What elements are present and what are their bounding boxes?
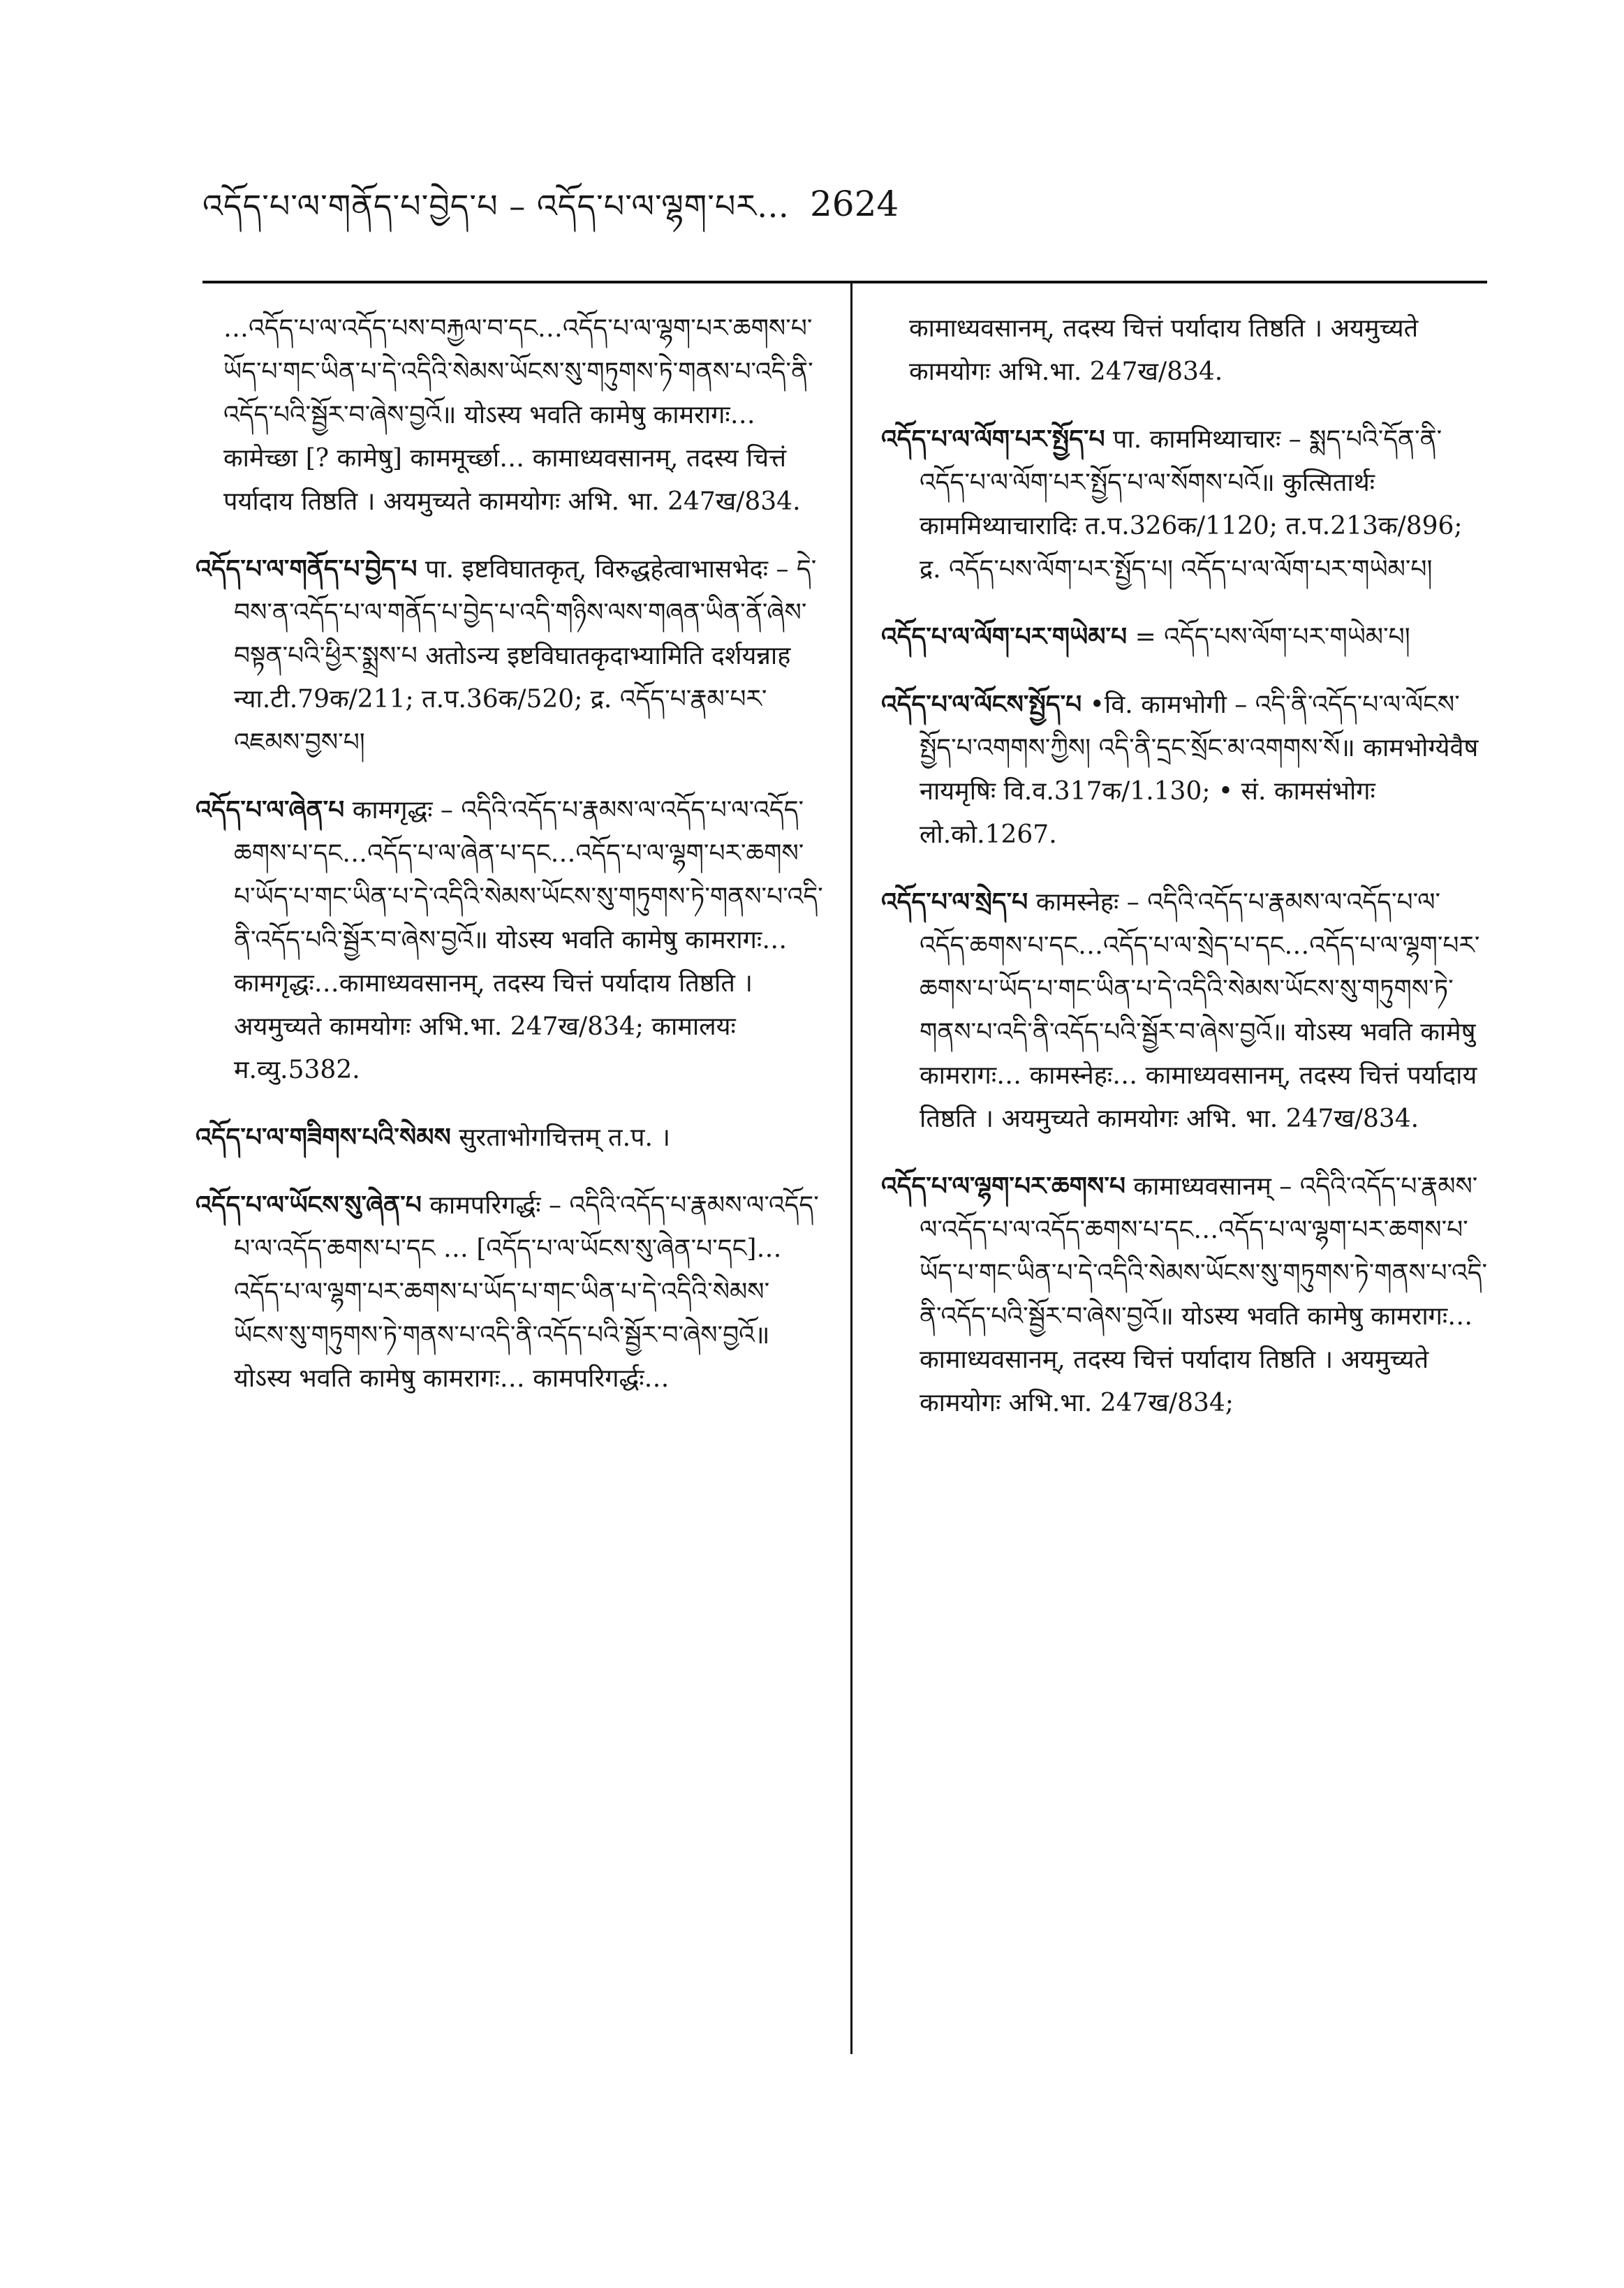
entry-body: कामाध्यवसानम् – འདིའི་འདོད་པ་རྣམས་ལ་འདོད་པ་ལ་འདོད་ཆགས་པ་དང…འདོད་པ་ལ་ལྷག་པར་ཆགས་པ་ཡོད་པ་གང་ཡིན་པ་དེ་འདིའི་སེམས་ཡོངས་སུ་གཏུགས་ཏེ་གནས་པ་འདི་ནི་འདོད་པའི་སྦྱོར་བ་ཞེས་བྱའོ॥ योऽस्य भवति कामेषु कामरागः…कामाध्यवसानम्, तदस्य चित्तं पर्यादाय तिष्ठति । अयमुच्यते कामयोगः अभि.भा. 247ख/834;: [920, 1172, 1488, 1417]
entry-body: •वि. कामभोगी – འདི་ནི་འདོད་པ་ལ་ལོངས་སྤྱོད་པ་འགགས་ཀྱིས། འདི་ནི་དྲང་སྲོང་མ་འགགས་སོ॥ कामभोग्येवैष नायमृषिः वि.व.317क/1.130; • सं. कामसंभोगः लो.को.1267.: [920, 691, 1479, 849]
page-number: 2624: [810, 184, 899, 224]
left-column: [195, 307, 824, 1424]
dictionary-entry: [881, 418, 1489, 591]
entry-headword: འདོད་པ་ལ་ལོག་པར་གཡེམ་པ: [881, 622, 1128, 651]
entry-headword: འདོད་པ་ལ་གཟིགས་པའི་སེམས: [195, 1123, 451, 1152]
dictionary-entry: [195, 547, 824, 765]
entry-headword: འདོད་པ་ལ་ཞེན་པ: [195, 795, 345, 825]
entry-headword: འདོད་པ་ལ་གནོད་པ་བྱེད་པ: [195, 554, 418, 584]
entry-body: = འདོད་པས་ལོག་པར་གཡེམ་པ།: [1135, 623, 1410, 651]
entry-headword: འདོད་པ་ལ་སྲེད་པ: [881, 887, 1028, 917]
entry-headword: འདོད་པ་ལ་ལོག་པར་སྤྱོད་པ: [881, 425, 1105, 454]
dictionary-entry: [881, 683, 1489, 857]
dictionary-entry: [195, 1116, 824, 1160]
dictionary-entry: [881, 880, 1489, 1141]
entry-body: सुरताभोगचित्तम् त.प. ।: [459, 1123, 670, 1152]
running-header: འདོད་པ་ལ་གནོད་པ་བྱེད་པ – འདོད་པ་ལ་ལྷག་པར…: [202, 187, 790, 225]
dictionary-entry: [881, 1165, 1489, 1425]
dictionary-entry: [195, 307, 824, 524]
entry-body: कामाध्यवसानम्, तदस्य चित्तं पर्यादाय तिष्ठति । अयमुच्यते कामयोगः अभि.भा. 247ख/834.: [909, 314, 1419, 386]
entry-body: कामगृद्धः – འདིའི་འདོད་པ་རྣམས་ལ་འདོད་པ་ལ་འདོད་ཆགས་པ་དང…འདོད་པ་ལ་ཞེན་པ་དང…འདོད་པ་ལ་ལྷག་པར་ཆགས་པ་ཡོད་པ་གང་ཡིན་པ་དེ་འདིའི་སེམས་ཡོངས་སུ་གཏུགས་ཏེ་གནས་པ་འདི་ནི་འདོད་པའི་སྦྱོར་བ་ཞེས་བྱའོ॥ योऽस्य भवति कामेषु कामरागः…कामगृद्धः…कामाध्यवसानम्, तदस्य चित्तं पर्यादाय तिष्ठति । अयमुच्यते कामयोगः अभि.भा. 247ख/834; कामालयः म.व्यु.5382.: [234, 796, 823, 1084]
dictionary-entry: [881, 615, 1489, 659]
dictionary-entry: [195, 788, 824, 1092]
right-column: [881, 307, 1489, 1449]
entry-body: कामस्नेहः – འདིའི་འདོད་པ་རྣམས་ལ་འདོད་པ་ལ་འདོད་ཆགས་པ་དང…འདོད་པ་ལ་སྲེད་པ་དང…འདོད་པ་ལ་ལྷག་པར་ཆགས་པ་ཡོད་པ་གང་ཡིན་པ་དེ་འདིའི་སེམས་ཡོངས་སུ་གཏུགས་ཏེ་གནས་པ་འདི་ནི་འདོད་པའི་སྦྱོར་བ་ཞེས་བྱའོ॥ योऽस्य भवति कामेषु कामरागः… कामस्नेहः… कामाध्यवसानम्, तदस्य चित्तं पर्यादाय तिष्ठति । अयमुच्यते कामयोगः अभि. भा. 247ख/834.: [920, 888, 1480, 1133]
entry-body: पा. काममिथ्याचारः – སྨད་པའི་དོན་ནི་འདོད་པ་ལ་ལོག་པར་སྤྱོད་པ་ལ་སོགས་པའོ॥ कुत्सितार्थः काममिथ्याचारादिः त.प.326क/1120; त.प.213क/896; द्र. འདོད་པས་ལོག་པར་སྤྱོད་པ། འདོད་པ་ལ་ལོག་པར་གཡེམ་པ།: [920, 425, 1463, 584]
entry-body: कामपरिगर्द्धः – འདིའི་འདོད་པ་རྣམས་ལ་འདོད་པ་ལ་འདོད་ཆགས་པ་དང … [འདོད་པ་ལ་ཡོངས་སུ་ཞེན་པ་དང]…འདོད་པ་ལ་ལྷག་པར་ཆགས་པ་ཡོད་པ་གང་ཡིན་པ་དེ་འདིའི་སེམས་ཡོངས་སུ་གཏུགས་ཏེ་གནས་པ་འདི་ནི་འདོད་པའི་སྦྱོར་བ་ཞེས་བྱའོ॥ योऽस्य भवति कामेषु कामरागः… कामपरिगर्द्धः…: [234, 1191, 819, 1393]
entry-body: …འདོད་པ་ལ་འདོད་པས་བརྐྱལ་བ་དང…འདོད་པ་ལ་ལྷག་པར་ཆགས་པ་ཡོད་པ་གང་ཡིན་པ་དེ་འདིའི་སེམས་ཡོངས་སུ་གཏུགས་ཏེ་གནས་པ་འདི་ནི་འདོད་པའི་སྦྱོར་བ་ཞེས་བྱའོ॥ योऽस्य भवति कामेषु कामरागः… कामेच्छा [? कामेषु] काममूर्च्छा… कामाध्यवसानम्, तदस्य चित्तं पर्यादाय तिष्ठति । अयमुच्यते कामयोगः अभि. भा. 247ख/834.: [223, 314, 813, 516]
header-rule: [202, 281, 1487, 283]
dictionary-entry: [195, 1183, 824, 1401]
entry-body: पा. इष्टविघातकृत्, विरुद्धहेत्वाभासभेदः – དེ་བས་ན་འདོད་པ་ལ་གནོད་པ་བྱེད་པ་འདི་གཉིས་ལས་གཞན་ཡིན་ནོ་ཞེས་བསྟན་པའི་ཕྱིར་སྨྲས་པ अतोऽन्य इष्टविघातकृदाभ्यामिति दर्शयन्नाह न्या.टी.79क/211; त.प.36क/520; द्र. འདོད་པ་རྣམ་པར་འཇམས་བྱས་པ།: [234, 555, 817, 757]
dictionary-entry: [881, 307, 1489, 394]
entry-headword: འདོད་པ་ལ་ལྷག་པར་ཆགས་པ: [881, 1172, 1125, 1201]
column-divider: [850, 281, 852, 2054]
entry-headword: འདོད་པ་ལ་ལོངས་སྤྱོད་པ: [881, 690, 1082, 719]
entry-headword: འདོད་པ་ལ་ཡོངས་སུ་ཞེན་པ: [195, 1190, 422, 1220]
